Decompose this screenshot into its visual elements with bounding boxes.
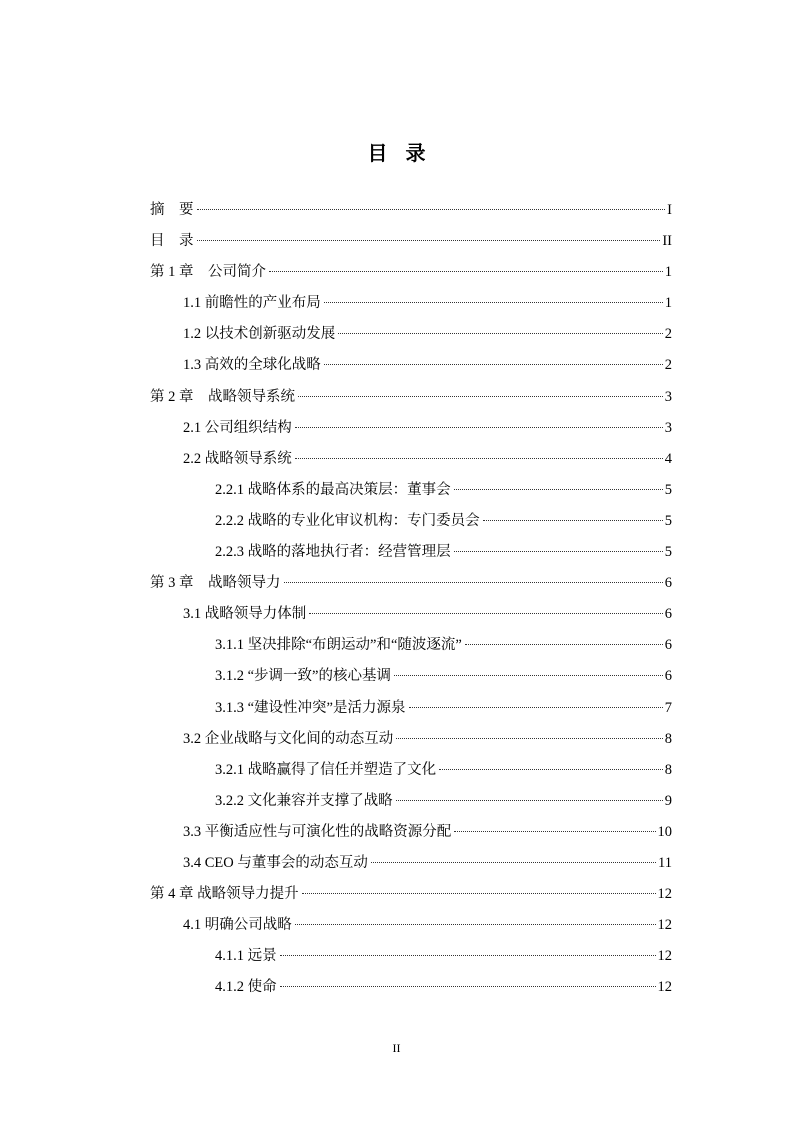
toc-entry-label: 目 录 — [150, 233, 194, 250]
page-title: 目录 — [367, 141, 444, 165]
dot-leader — [302, 893, 656, 894]
toc-entry-label: 摘 要 — [150, 202, 194, 218]
toc-entry-label: 1.3 高效的全球化战略 — [183, 357, 321, 374]
toc-entry[interactable] — [150, 292, 672, 323]
toc-entry-label: 3.2.2 文化兼容并支撑了战略 — [215, 792, 393, 809]
toc-entry[interactable] — [150, 852, 672, 883]
toc-entry-page-number: 3 — [664, 388, 672, 405]
toc-entry[interactable] — [150, 665, 672, 696]
toc-entry[interactable] — [150, 448, 672, 479]
toc-entry-page-number: 10 — [657, 823, 672, 840]
dot-leader — [298, 396, 663, 397]
dot-leader — [280, 986, 656, 987]
dot-leader — [396, 738, 663, 739]
toc-entry-page-number: 8 — [664, 730, 672, 747]
toc-entry-page-number: 2 — [664, 326, 672, 343]
dot-leader — [338, 333, 663, 334]
dot-leader — [483, 520, 663, 521]
toc-entry-label: 第 4 章 战略领导力提升 — [150, 886, 299, 903]
dot-leader — [454, 489, 663, 490]
toc-entry[interactable] — [150, 759, 672, 790]
toc-entry[interactable] — [150, 945, 672, 976]
toc-entry-label: 2.2.1 战略体系的最高决策层：董事会 — [215, 481, 451, 498]
toc-entry[interactable] — [150, 634, 672, 665]
toc-entry[interactable] — [150, 790, 672, 821]
toc-entry[interactable] — [150, 199, 672, 230]
toc-entry-label: 3.4 CEO 与董事会的动态互动 — [183, 854, 368, 871]
toc-entry-label: 3.1 战略领导力体制 — [183, 606, 307, 623]
toc-entry-label: 2.2.3 战略的落地执行者：经营管理层 — [215, 544, 451, 561]
toc-entry-label: 3.2 企业战略与文化间的动态互动 — [183, 730, 394, 747]
toc-entry-page-number: 5 — [664, 544, 672, 561]
toc-entry-page-number: 7 — [664, 699, 672, 716]
toc-entry-label: 第 1 章 公司简介 — [150, 264, 266, 281]
toc-entry-label: 2.1 公司组织结构 — [183, 419, 292, 436]
toc-entry-page-number: 1 — [664, 264, 672, 281]
toc-entry-page-number: 2 — [664, 357, 672, 374]
toc-entry-page-number: 11 — [658, 854, 672, 871]
toc-entry-page-number: 3 — [664, 419, 672, 436]
toc-entry-label: 3.1.2 “步调一致”的核心基调 — [215, 668, 391, 685]
dot-leader — [454, 831, 655, 832]
toc-entry-page-number: 8 — [664, 761, 672, 778]
dot-leader — [197, 209, 666, 210]
toc-entry-page-number: 4 — [664, 450, 672, 467]
toc-entry-page-number: 12 — [657, 917, 672, 934]
dot-leader — [269, 271, 663, 272]
toc-entry-label: 3.2.1 战略赢得了信任并塑造了文化 — [215, 761, 437, 778]
table-of-contents — [150, 199, 672, 1007]
toc-entry-page-number: 5 — [664, 481, 672, 498]
toc-entry[interactable] — [150, 323, 672, 354]
toc-entry-label: 第 3 章 战略领导力 — [150, 575, 281, 592]
toc-entry[interactable] — [150, 821, 672, 852]
toc-entry-label: 3.1.3 “建设性冲突”是活力源泉 — [215, 699, 406, 716]
toc-entry-page-number: 5 — [664, 512, 672, 529]
dot-leader — [295, 427, 663, 428]
dot-leader — [371, 862, 656, 863]
toc-entry-label: 4.1 明确公司战略 — [183, 917, 292, 934]
toc-entry[interactable] — [150, 510, 672, 541]
toc-entry-page-number: 12 — [657, 886, 672, 903]
footer-page-number: II — [392, 1041, 401, 1055]
toc-entry[interactable] — [150, 914, 672, 945]
dot-leader — [197, 240, 661, 241]
toc-entry[interactable] — [150, 976, 672, 1007]
dot-leader — [309, 613, 663, 614]
toc-entry-page-number: 6 — [664, 637, 672, 654]
dot-leader — [324, 364, 663, 365]
toc-entry[interactable] — [150, 697, 672, 728]
toc-entry[interactable] — [150, 572, 672, 603]
toc-entry[interactable] — [150, 386, 672, 417]
toc-entry-label: 4.1.2 使命 — [215, 979, 277, 996]
toc-entry-page-number: 1 — [664, 295, 672, 312]
dot-leader — [409, 707, 663, 708]
toc-entry-page-number: 9 — [664, 792, 672, 809]
dot-leader — [295, 458, 663, 459]
dot-leader — [280, 955, 656, 956]
toc-entry-page-number: I — [667, 202, 672, 218]
toc-entry[interactable] — [150, 728, 672, 759]
toc-entry[interactable] — [150, 603, 672, 634]
toc-entry-label: 2.2.2 战略的专业化审议机构：专门委员会 — [215, 512, 480, 529]
toc-entry-page-number: 6 — [664, 606, 672, 623]
toc-entry-label: 2.2 战略领导系统 — [183, 450, 292, 467]
toc-entry-page-number: 12 — [657, 948, 672, 965]
dot-leader — [324, 302, 663, 303]
dot-leader — [465, 644, 663, 645]
toc-entry-label: 3.3 平衡适应性与可演化性的战略资源分配 — [183, 823, 452, 840]
toc-entry-page-number: 12 — [657, 979, 672, 996]
toc-entry[interactable] — [150, 261, 672, 292]
toc-entry[interactable] — [150, 541, 672, 572]
toc-entry-page-number: II — [662, 233, 672, 250]
dot-leader — [295, 924, 656, 925]
toc-entry[interactable] — [150, 883, 672, 914]
toc-entry-label: 1.1 前瞻性的产业布局 — [183, 295, 321, 312]
toc-entry[interactable] — [150, 479, 672, 510]
dot-leader — [394, 675, 663, 676]
toc-entry[interactable] — [150, 354, 672, 385]
toc-entry[interactable] — [150, 230, 672, 261]
toc-entry-label: 1.2 以技术创新驱动发展 — [183, 326, 336, 343]
dot-leader — [439, 769, 663, 770]
toc-entry[interactable] — [150, 417, 672, 448]
dot-leader — [454, 551, 663, 552]
toc-entry-label: 3.1.1 坚决排除“布朗运动”和“随波逐流” — [215, 637, 462, 654]
toc-entry-label: 第 2 章 战略领导系统 — [150, 388, 295, 405]
dot-leader — [284, 582, 663, 583]
toc-entry-page-number: 6 — [664, 668, 672, 685]
toc-entry-label: 4.1.1 远景 — [215, 948, 277, 965]
toc-entry-page-number: 6 — [664, 575, 672, 592]
dot-leader — [396, 800, 663, 801]
